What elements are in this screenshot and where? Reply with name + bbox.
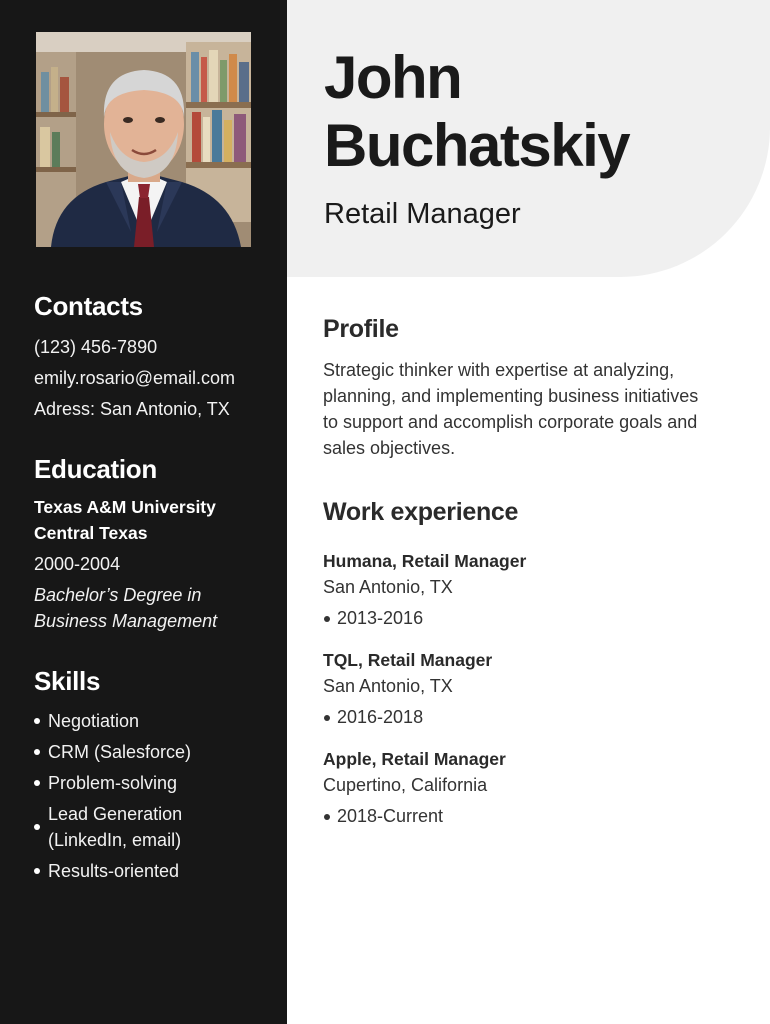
job-location: San Antonio, TX [323,577,453,597]
job-company: TQL, Retail Manager [323,650,493,670]
skill-text [48,801,182,853]
skill-item [34,770,274,796]
bullet-icon [324,715,330,721]
contact-address: Adress: San Antonio, TX [34,399,230,419]
contact-phone[interactable]: (123) 456-7890 [34,337,158,357]
contacts-heading: Contacts [34,291,143,321]
profile-line: sales objectives. [323,438,456,458]
skill-text-line: Lead Generation [48,804,183,824]
skill-item [34,801,274,853]
education-school-line1: Texas A&M University [34,497,216,517]
sidebar [0,0,287,1024]
job-period [323,605,743,631]
profile-photo [36,32,251,247]
skill-text: CRM (Salesforce) [48,742,192,762]
education-years: 2000-2004 [34,554,121,574]
skill-item [34,858,274,884]
candidate-name [324,44,629,180]
job-period [323,803,743,829]
job-location: Cupertino, California [323,775,488,795]
bullet-icon [34,718,40,724]
profile-summary [323,357,743,461]
job-company: Apple, Retail Manager [323,749,506,769]
skill-text-line: (LinkedIn, email) [48,830,182,850]
bullet-icon [34,824,40,830]
bullet-icon [34,868,40,874]
profile-heading: Profile [323,315,399,343]
job-title: Retail Manager [324,198,521,230]
education-degree-line1: Bachelor’s Degree in [34,585,202,605]
skill-item [34,739,274,765]
education-school-line2: Central Texas [34,523,148,543]
bullet-icon [34,749,40,755]
job-entry [323,647,743,730]
bullet-icon [34,780,40,786]
job-location: San Antonio, TX [323,676,453,696]
profile-line: to support and accomplish corporate goals and [323,412,698,432]
skill-text: Results-oriented [48,861,180,881]
education-degree-line2: Business Management [34,611,218,631]
first-name: John [324,44,462,111]
job-period-text: 2013-2016 [337,608,424,628]
last-name: Buchatskiy [324,112,630,179]
job-entry [323,548,743,631]
skills-list [34,708,274,884]
job-company: Humana, Retail Manager [323,551,527,571]
skills-heading: Skills [34,666,101,696]
job-entry [323,746,743,829]
job-period-text: 2016-2018 [337,707,424,727]
bullet-icon [324,814,330,820]
profile-line: Strategic thinker with expertise at analyzing, [323,360,675,380]
job-period-text: 2018-Current [337,806,444,826]
contact-email[interactable]: emily.rosario@email.com [34,368,235,388]
skill-text: Negotiation [48,711,140,731]
bullet-icon [324,616,330,622]
job-period [323,704,743,730]
profile-line: planning, and implementing business initiatives [323,386,699,406]
skill-text: Problem-solving [48,773,178,793]
skill-item [34,708,274,734]
education-heading: Education [34,454,157,484]
work-experience-heading: Work experience [323,498,519,526]
